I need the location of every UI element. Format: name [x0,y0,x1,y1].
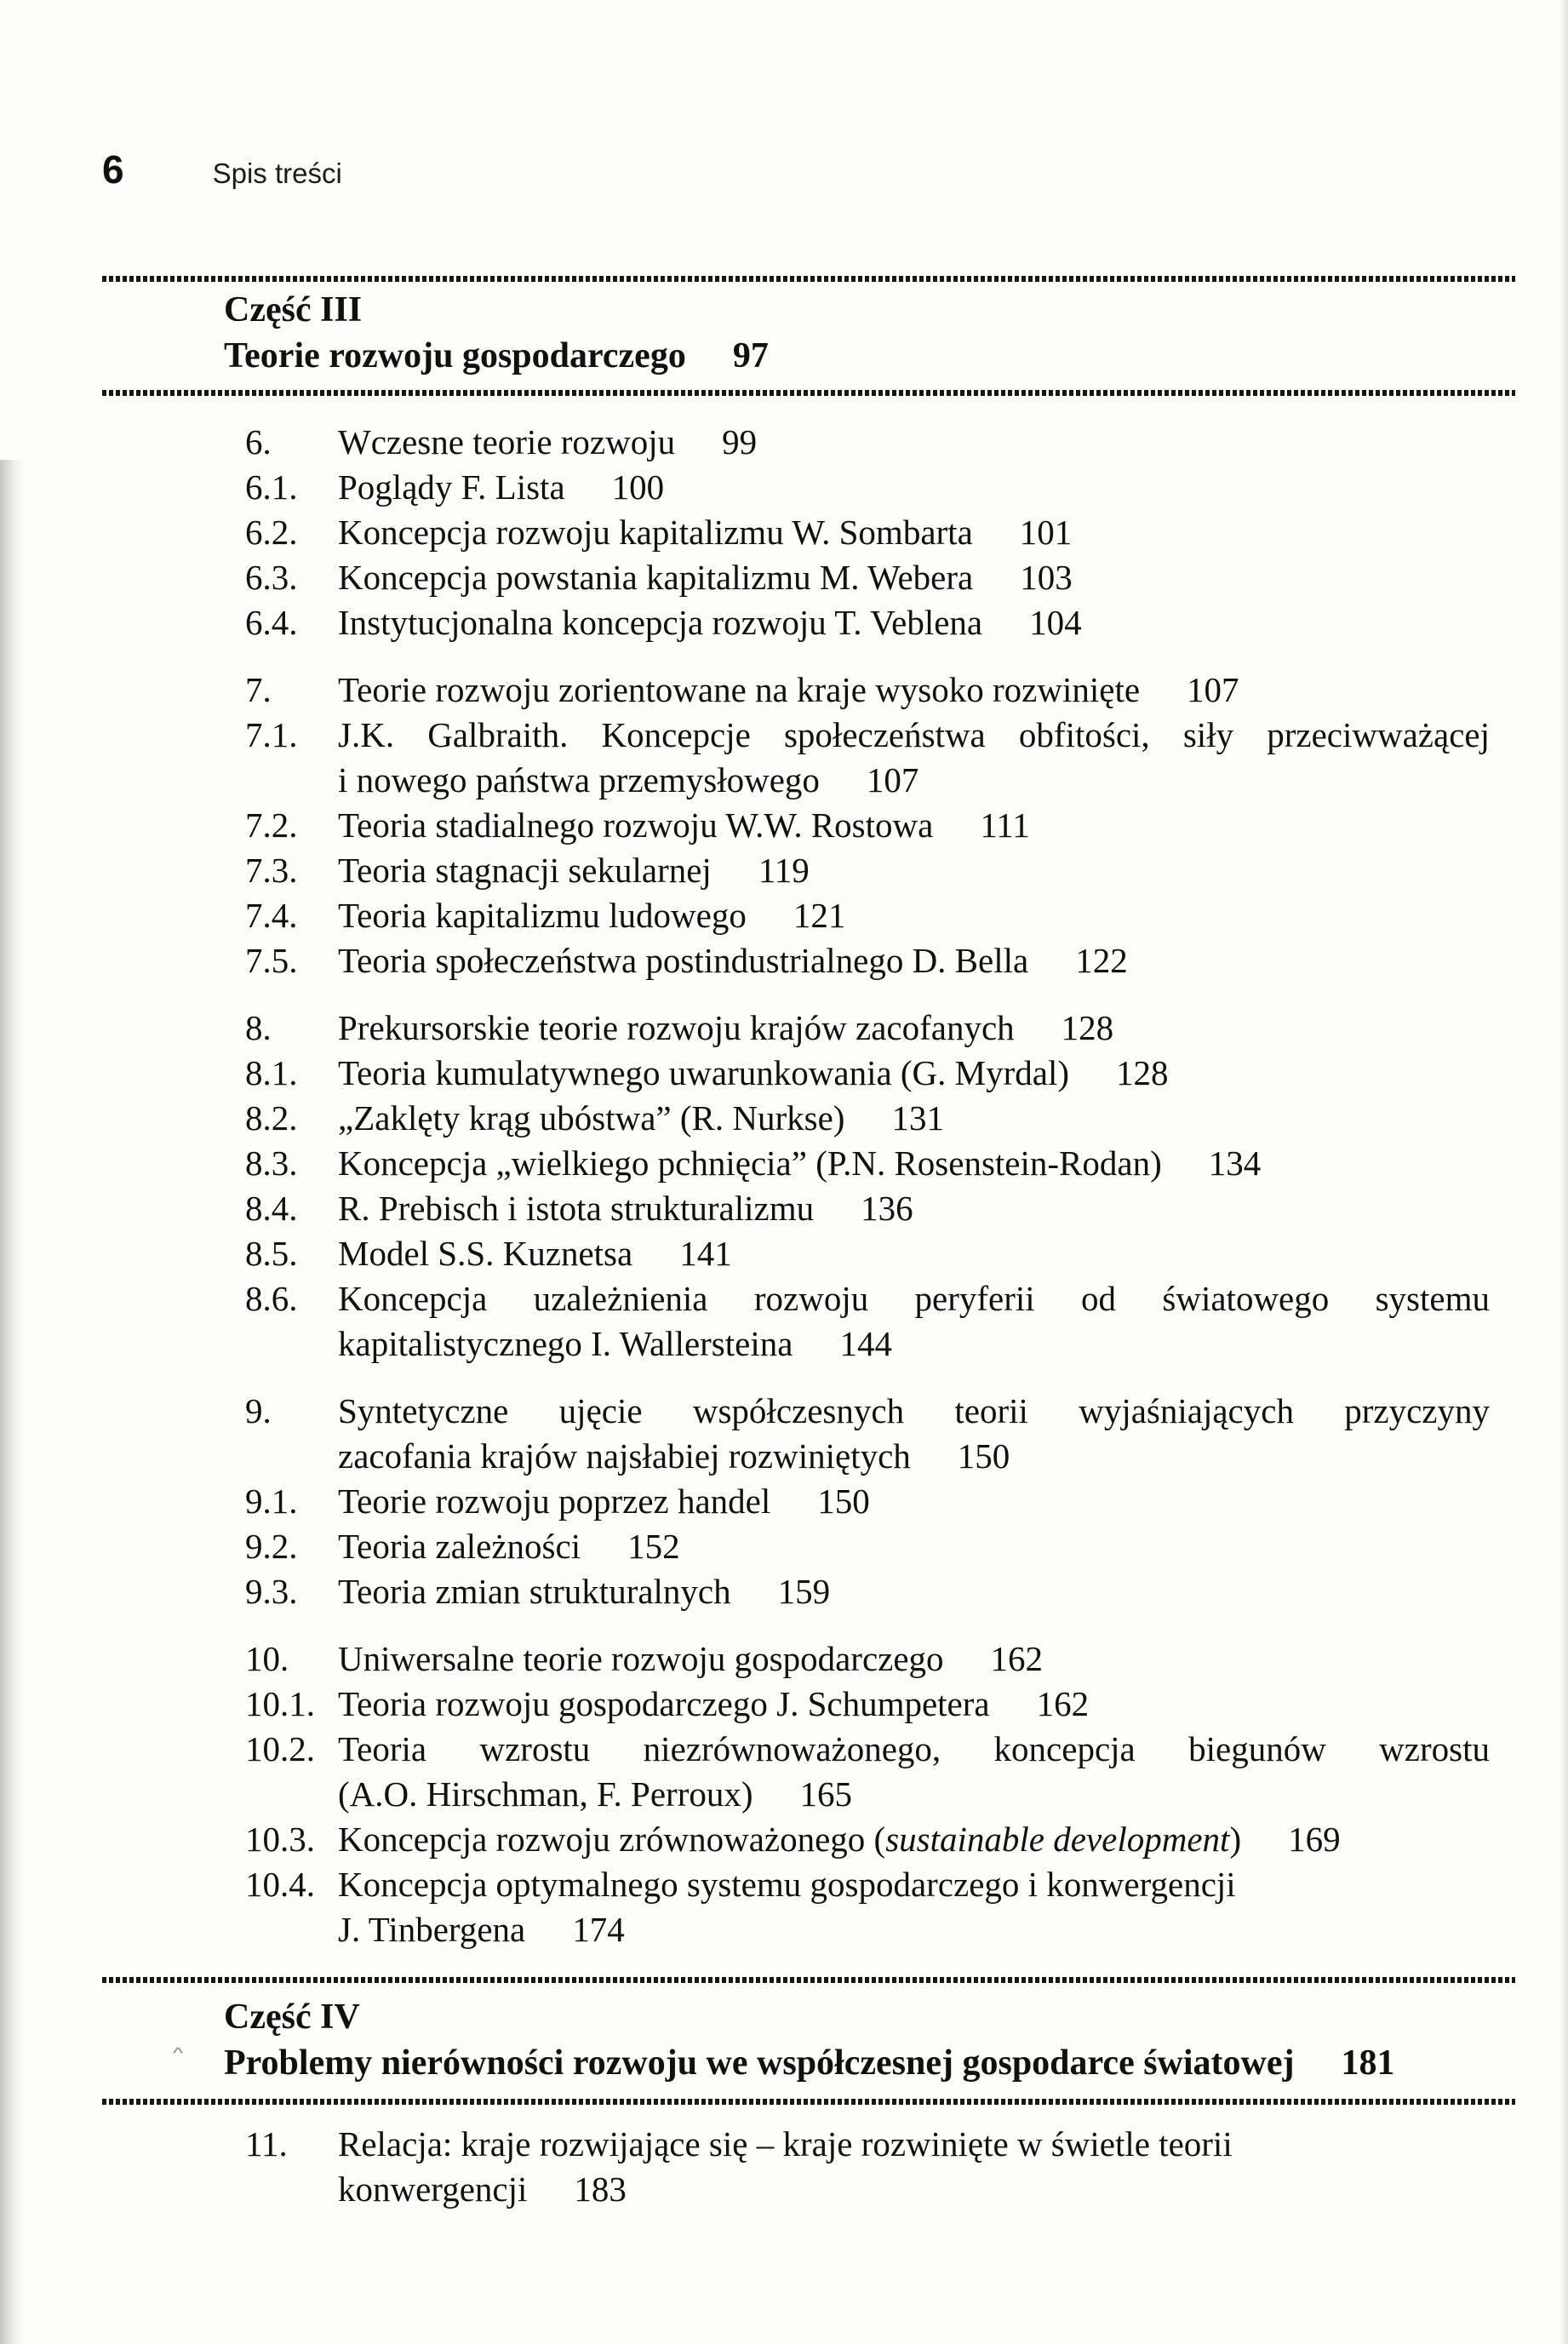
item-text-segment: Teorie rozwoju zorientowane na kraje wysoko rozwinięte [338,670,1141,709]
item-text-segment: Teoria kapitalizmu ludowego [338,896,747,935]
item-number: 9.1. [245,1481,298,1521]
item-text-segment: ) [1229,1820,1242,1859]
item-text [338,1817,1490,1862]
toc-item [245,1636,1490,1682]
toc-item [245,893,1490,938]
dotted-rule-top-part4 [102,1977,1515,1983]
item-line [338,1051,1490,1096]
item-line [338,1727,1490,1772]
item-line [338,713,1490,758]
toc-item [245,1862,1490,1952]
item-text-segment: Teoria zależności [338,1527,581,1566]
item-line [338,2167,1490,2212]
item-text [338,668,1490,713]
item-number: 7.1. [245,715,298,754]
toc-item [245,1682,1490,1727]
item-line [338,420,1490,465]
item-number: 7.2. [245,805,298,845]
item-line [338,1569,1490,1614]
item-text-segment: J.K. Galbraith. Koncepcje społeczeństwa obfitości, siły przeciwważącej [338,715,1490,754]
item-text-segment: Model S.S. Kuznetsa [338,1234,633,1273]
item-line [338,668,1490,713]
item-line [338,465,1490,510]
item-text [338,1141,1490,1186]
item-text-italic-segment: sustainable development [885,1820,1230,1859]
item-line [338,848,1490,893]
item-text [338,1096,1490,1141]
toc-content [102,276,1515,2212]
item-page-number: 111 [980,805,1030,845]
item-text-segment: Teoria zmian strukturalnych [338,1572,731,1611]
item-number: 6.3. [245,558,298,597]
item-line [338,938,1490,983]
item-page-number: 101 [1019,513,1073,552]
item-line [338,510,1490,555]
item-text-segment: Teoria stadialnego rozwoju W.W. Rostowa [338,805,934,845]
item-text-segment: i nowego państwa przemysłowego [338,760,820,799]
dotted-rule-bottom-part3 [102,390,1515,396]
item-page-number: 136 [861,1189,913,1228]
item-text-segment: Poglądy F. Lista [338,467,565,507]
toc-groups-after-part4 [102,2122,1515,2212]
scan-edge-right [1559,0,1568,2344]
toc-group-6 [245,420,1490,645]
scan-artifact-caret: ^ [173,2043,184,2062]
item-text-segment: Prekursorskie teorie rozwoju krajów zacofanych [338,1008,1015,1047]
item-text [338,600,1490,645]
item-number: 7.5. [245,941,298,980]
toc-item [245,1569,1490,1614]
item-line [338,1389,1490,1434]
item-text-segment: Koncepcja uzależnienia rozwoju peryferii od światowego systemu [338,1279,1490,1318]
item-text [338,803,1490,848]
item-text-segment: Syntetyczne ujęcie współczesnych teorii wyjaśniających przyczyny [338,1391,1490,1430]
toc-item [245,713,1490,803]
item-page-number: 103 [1020,558,1073,597]
item-text [338,938,1490,983]
running-head-title: Spis treści [212,158,342,189]
item-line [338,2122,1490,2167]
item-text [338,713,1490,803]
toc-group-7 [245,668,1490,983]
item-number: 8. [245,1008,272,1047]
item-page-number: 162 [1036,1684,1090,1723]
item-number: 10.1. [245,1684,315,1723]
item-text-segment: Koncepcja optymalnego systemu gospodarczego i konwergencji [338,1865,1236,1904]
toc-item [245,1479,1490,1524]
toc-item [245,600,1490,645]
item-page-number: 169 [1288,1820,1341,1859]
item-number: 9.3. [245,1572,298,1611]
item-text-segment: J. Tinbergena [338,1910,526,1949]
item-text [338,1479,1490,1524]
toc-item [245,1524,1490,1569]
item-text [338,1727,1490,1817]
item-number: 10.4. [245,1865,315,1904]
item-number: 7.4. [245,896,298,935]
item-text [338,510,1490,555]
item-text [338,1636,1490,1682]
part3-title-line [224,333,1515,379]
item-line [338,1321,1490,1367]
part4-title-line [224,2040,1515,2086]
toc-groups [102,420,1515,1952]
item-line [338,1636,1490,1682]
item-line [338,1524,1490,1569]
item-line [338,555,1490,600]
toc-item [245,1096,1490,1141]
item-line [338,1682,1490,1727]
item-page-number: 165 [799,1774,852,1814]
toc-item [245,1276,1490,1367]
item-page-number: 121 [793,896,846,935]
part3-title: Teorie rozwoju gospodarczego [224,336,686,375]
item-page-number: 122 [1075,941,1128,980]
item-line [338,803,1490,848]
part-heading-3 [224,287,1515,379]
item-page-number: 150 [957,1436,1010,1476]
toc-item [245,803,1490,848]
item-page-number: 150 [817,1481,870,1521]
item-line [338,1434,1490,1479]
part4-title: Problemy nierówności rozwoju we współczesnej gospodarce światowej [224,2043,1295,2083]
item-number: 10. [245,1639,289,1678]
item-text-segment: R. Prebisch i istota strukturalizmu [338,1189,815,1228]
item-line [338,1231,1490,1276]
item-text [338,465,1490,510]
item-page-number: 174 [572,1910,625,1949]
part3-page-number: 97 [732,336,769,375]
item-number: 8.5. [245,1234,298,1273]
toc-item [245,1389,1490,1479]
item-text [338,1682,1490,1727]
toc-group-10 [245,1636,1490,1952]
item-number: 11. [245,2124,288,2163]
item-number: 8.4. [245,1189,298,1228]
toc-item [245,510,1490,555]
item-line [338,1006,1490,1051]
item-line [338,758,1490,803]
item-number: 6.1. [245,467,298,507]
item-text-segment: Uniwersalne teorie rozwoju gospodarczego [338,1639,944,1678]
item-line [338,1907,1490,1952]
item-text-segment: Koncepcja „wielkiego pchnięcia” (P.N. Rosenstein-Rodan) [338,1143,1162,1183]
item-text-segment: Teoria kumulatywnego uwarunkowania (G. Myrdal) [338,1053,1070,1092]
toc-item [245,1141,1490,1186]
part3-label: Część III [224,290,363,330]
item-page-number: 183 [574,2169,627,2209]
item-line [338,893,1490,938]
item-page-number: 128 [1061,1008,1114,1047]
item-page-number: 159 [777,1572,831,1611]
item-page-number: 162 [990,1639,1044,1678]
toc-item [245,1051,1490,1096]
item-page-number: 128 [1116,1053,1169,1092]
item-text-segment: Wczesne teorie rozwoju [338,422,676,461]
item-line [338,1772,1490,1817]
item-text [338,1006,1490,1051]
item-text [338,1231,1490,1276]
item-text-segment: Koncepcja rozwoju kapitalizmu W. Sombarta [338,513,973,552]
item-text [338,2122,1490,2212]
item-text [338,1186,1490,1231]
item-number: 8.1. [245,1053,298,1092]
page-number: 6 [102,147,124,192]
item-text-segment: Relacja: kraje rozwijające się – kraje rozwinięte w świetle teorii [338,2124,1233,2163]
item-number: 9. [245,1391,272,1430]
item-page-number: 104 [1029,603,1082,642]
item-number: 9.2. [245,1527,298,1566]
item-text-segment: Teoria rozwoju gospodarczego J. Schumpetera [338,1684,990,1723]
item-number: 7. [245,670,272,709]
item-text [338,1569,1490,1614]
item-line [338,1096,1490,1141]
dotted-rule-bottom-part4 [102,2099,1515,2105]
item-text-segment: Teoria stagnacji sekularnej [338,851,712,890]
item-text [338,555,1490,600]
item-text [338,848,1490,893]
item-line [338,1141,1490,1186]
item-number: 10.2. [245,1729,315,1768]
toc-group-11 [245,2122,1490,2212]
item-number: 7.3. [245,851,298,890]
item-text [338,1389,1490,1479]
item-page-number: 100 [611,467,665,507]
item-line [338,1862,1490,1907]
item-number: 10.3. [245,1820,315,1859]
toc-item [245,2122,1490,2212]
item-text-segment: Teoria wzrostu niezrównoważonego, koncepcja biegunów wzrostu [338,1729,1490,1768]
item-number: 8.3. [245,1143,298,1183]
item-number: 8.2. [245,1098,298,1138]
toc-item [245,420,1490,465]
item-page-number: 107 [1187,670,1239,709]
scan-edge-left [0,460,26,2344]
toc-item [245,465,1490,510]
item-line [338,1817,1490,1862]
item-text-segment: zacofania krajów najsłabiej rozwiniętych [338,1436,911,1476]
item-line [338,1276,1490,1321]
item-line [338,1186,1490,1231]
item-text [338,1524,1490,1569]
running-head [102,146,342,192]
item-page-number: 144 [839,1324,892,1363]
item-page-number: 119 [758,851,810,890]
toc-item [245,1006,1490,1051]
item-line [338,600,1490,645]
item-text-segment: kapitalistycznego I. Wallersteina [338,1324,793,1363]
item-page-number: 131 [891,1098,944,1138]
item-number: 6.2. [245,513,298,552]
toc-item [245,668,1490,713]
toc-item [245,848,1490,893]
item-text [338,1276,1490,1367]
item-text-segment: Instytucjonalna koncepcja rozwoju T. Veblena [338,603,983,642]
toc-group-9 [245,1389,1490,1614]
part4-page-number: 181 [1341,2043,1395,2083]
toc-item [245,1186,1490,1231]
item-text [338,420,1490,465]
item-text-segment: Teoria społeczeństwa postindustrialnego D. Bella [338,941,1029,980]
item-text-segment: (A.O. Hirschman, F. Perroux) [338,1774,753,1814]
item-text-segment: „Zaklęty krąg ubóstwa” (R. Nurkse) [338,1098,845,1138]
item-text [338,1051,1490,1096]
item-page-number: 107 [866,760,919,799]
toc-group-8 [245,1006,1490,1367]
item-page-number: 99 [722,422,758,461]
part4-label: Część IV [224,1997,360,2037]
item-text [338,1862,1490,1952]
item-number: 8.6. [245,1279,298,1318]
toc-item [245,1231,1490,1276]
item-page-number: 141 [679,1234,732,1273]
toc-item [245,555,1490,600]
dotted-rule-top-part3 [102,276,1515,282]
item-text-segment: konwergencji [338,2169,528,2209]
item-text-segment: Koncepcja powstania kapitalizmu M. Webera [338,558,974,597]
item-text-segment: Koncepcja rozwoju zrównoważonego ( [338,1820,886,1859]
toc-item [245,938,1490,983]
toc-item [245,1727,1490,1817]
item-page-number: 134 [1208,1143,1262,1183]
item-text [338,893,1490,938]
item-number: 6.4. [245,603,298,642]
toc-item [245,1817,1490,1862]
part-heading-4 [224,1994,1515,2086]
item-page-number: 152 [627,1527,680,1566]
item-text-segment: Teorie rozwoju poprzez handel [338,1481,771,1521]
item-number: 6. [245,422,272,461]
item-line [338,1479,1490,1524]
